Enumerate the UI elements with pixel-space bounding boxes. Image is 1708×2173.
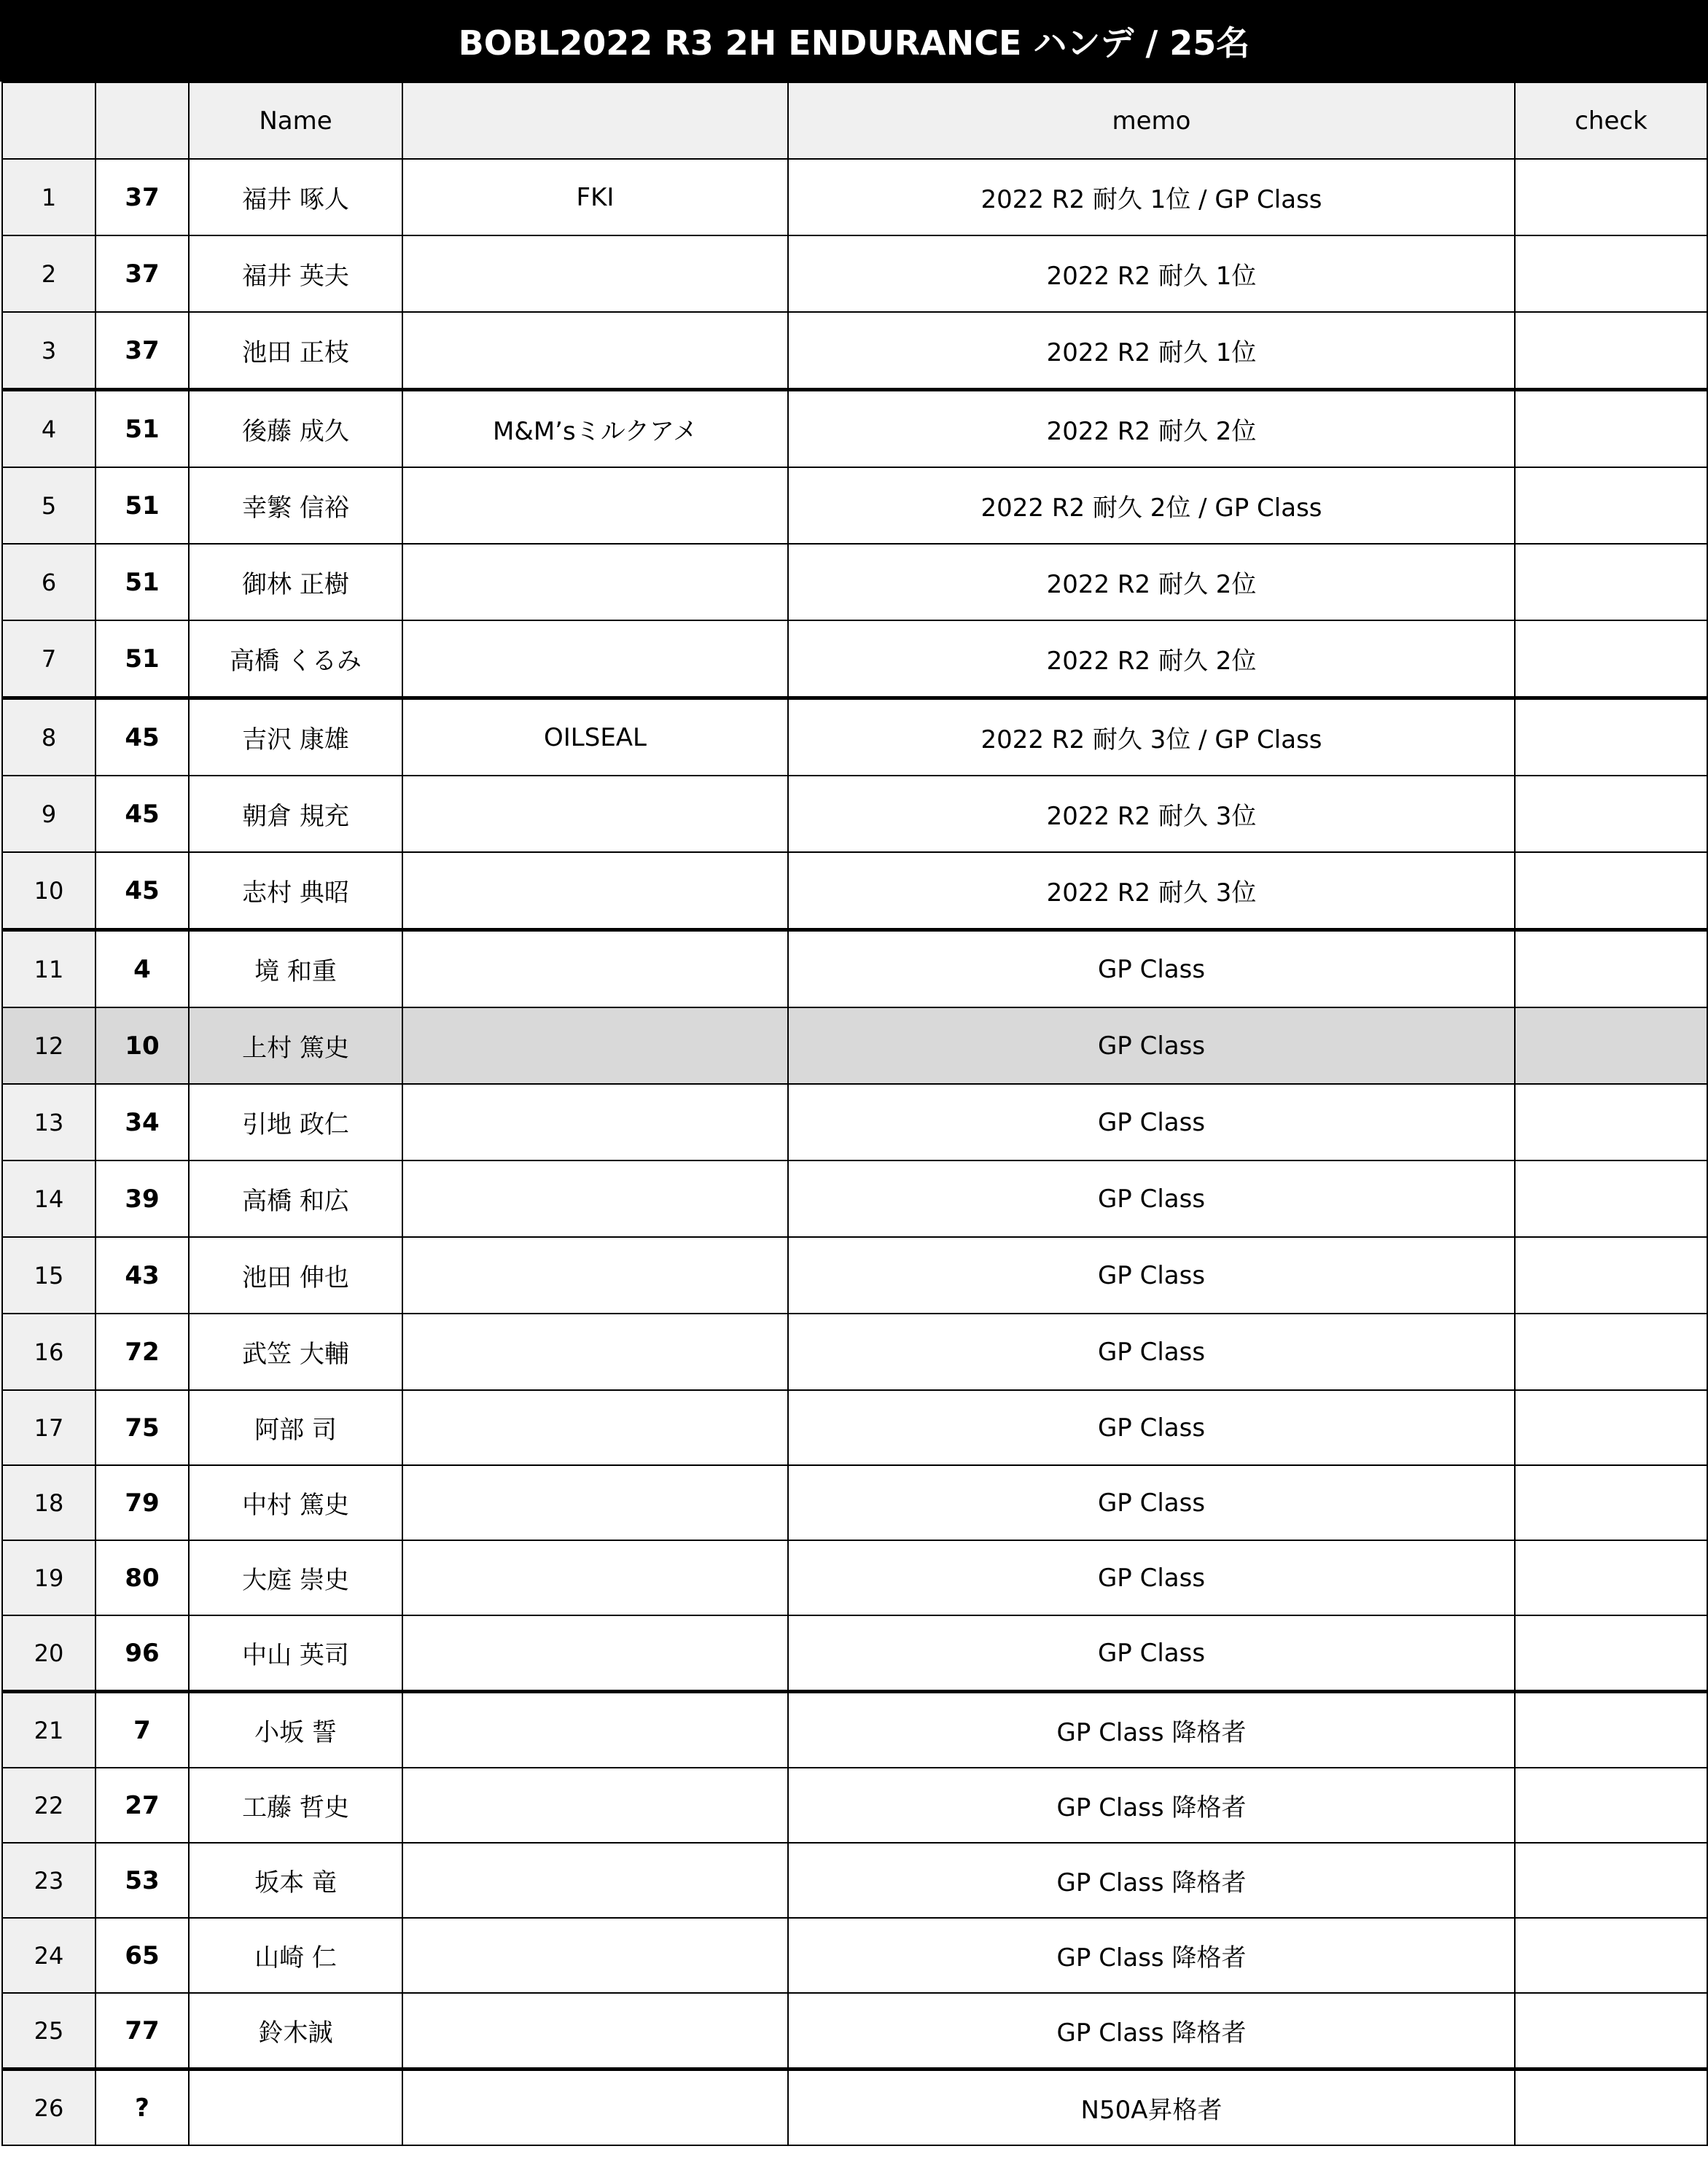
- table-row: [2, 1768, 1707, 1843]
- team-name: [402, 1160, 788, 1237]
- rider-name: 幸繁 信裕: [189, 467, 402, 544]
- table-row: [2, 235, 1707, 312]
- rider-number: 4: [95, 930, 189, 1008]
- memo-cell: GP Class: [788, 1615, 1515, 1692]
- memo-cell: 2022 R2 耐久 2位: [788, 544, 1515, 620]
- memo-cell: 2022 R2 耐久 2位 / GP Class: [788, 467, 1515, 544]
- rider-name: 武笠 大輔: [189, 1314, 402, 1390]
- table-row: [2, 312, 1707, 390]
- check-cell: [1515, 1084, 1707, 1160]
- table-row: [2, 1314, 1707, 1390]
- check-cell: [1515, 1768, 1707, 1843]
- memo-cell: GP Class: [788, 930, 1515, 1008]
- rider-name: 中村 篤史: [189, 1465, 402, 1540]
- table-row: [2, 1692, 1707, 1768]
- rider-name: 高橋 和広: [189, 1160, 402, 1237]
- rider-number: 37: [95, 235, 189, 312]
- memo-cell: GP Class 降格者: [788, 1692, 1515, 1768]
- memo-cell: GP Class: [788, 1160, 1515, 1237]
- team-name: [402, 1540, 788, 1615]
- rider-name: 境 和重: [189, 930, 402, 1008]
- table-row: [2, 159, 1707, 235]
- table-row: [2, 467, 1707, 544]
- header-name: Name: [189, 82, 402, 159]
- rider-number: 45: [95, 698, 189, 776]
- check-cell: [1515, 1843, 1707, 1918]
- memo-cell: GP Class 降格者: [788, 1843, 1515, 1918]
- rider-number: 80: [95, 1540, 189, 1615]
- team-name: [402, 1918, 788, 1993]
- rider-name: 後藤 成久: [189, 390, 402, 468]
- team-name: [402, 852, 788, 930]
- check-cell: [1515, 776, 1707, 852]
- row-index: 23: [2, 1843, 95, 1918]
- memo-cell: 2022 R2 耐久 3位: [788, 776, 1515, 852]
- rider-number: 51: [95, 390, 189, 468]
- team-name: [402, 1768, 788, 1843]
- team-name: [402, 776, 788, 852]
- row-index: 13: [2, 1084, 95, 1160]
- check-cell: [1515, 1918, 1707, 1993]
- rider-number: 53: [95, 1843, 189, 1918]
- check-cell: [1515, 467, 1707, 544]
- rider-number: 51: [95, 544, 189, 620]
- memo-cell: GP Class: [788, 1237, 1515, 1314]
- row-index: 17: [2, 1390, 95, 1465]
- rider-number: 7: [95, 1692, 189, 1768]
- memo-cell: 2022 R2 耐久 1位 / GP Class: [788, 159, 1515, 235]
- team-name: [402, 467, 788, 544]
- memo-cell: N50A昇格者: [788, 2069, 1515, 2146]
- row-index: 22: [2, 1768, 95, 1843]
- row-index: 19: [2, 1540, 95, 1615]
- row-index: 21: [2, 1692, 95, 1768]
- check-cell: [1515, 1615, 1707, 1692]
- table-row: [2, 390, 1707, 468]
- rider-name: 大庭 崇史: [189, 1540, 402, 1615]
- table-row: [2, 620, 1707, 698]
- check-cell: [1515, 930, 1707, 1008]
- memo-cell: GP Class: [788, 1540, 1515, 1615]
- check-cell: [1515, 1390, 1707, 1465]
- table-header-row: [2, 82, 1707, 159]
- row-index: 4: [2, 390, 95, 468]
- row-index: 15: [2, 1237, 95, 1314]
- rider-name: 引地 政仁: [189, 1084, 402, 1160]
- check-cell: [1515, 1540, 1707, 1615]
- row-index: 11: [2, 930, 95, 1008]
- rider-number: 96: [95, 1615, 189, 1692]
- table-row: [2, 1918, 1707, 1993]
- row-index: 5: [2, 467, 95, 544]
- team-name: [402, 235, 788, 312]
- row-index: 10: [2, 852, 95, 930]
- table-row: [2, 930, 1707, 1008]
- rider-number: 51: [95, 620, 189, 698]
- check-cell: [1515, 1993, 1707, 2069]
- rider-number: 75: [95, 1390, 189, 1465]
- rider-number: 45: [95, 776, 189, 852]
- check-cell: [1515, 1692, 1707, 1768]
- rider-number: 65: [95, 1918, 189, 1993]
- table-row: [2, 544, 1707, 620]
- team-name: [402, 2069, 788, 2146]
- rider-name: 小坂 誓: [189, 1692, 402, 1768]
- table-row: [2, 1993, 1707, 2069]
- team-name: [402, 1390, 788, 1465]
- check-cell: [1515, 312, 1707, 390]
- rider-name: 池田 正枝: [189, 312, 402, 390]
- team-name: [402, 1465, 788, 1540]
- row-index: 26: [2, 2069, 95, 2146]
- rider-number: 10: [95, 1007, 189, 1084]
- rider-number: 77: [95, 1993, 189, 2069]
- team-name: [402, 1993, 788, 2069]
- row-index: 14: [2, 1160, 95, 1237]
- header-memo: memo: [788, 82, 1515, 159]
- table-row: [2, 2069, 1707, 2146]
- memo-cell: GP Class: [788, 1084, 1515, 1160]
- table-row: [2, 698, 1707, 776]
- table-row: [2, 852, 1707, 930]
- rider-name: [189, 2069, 402, 2146]
- check-cell: [1515, 544, 1707, 620]
- check-cell: [1515, 1314, 1707, 1390]
- table-row: [2, 1237, 1707, 1314]
- row-index: 1: [2, 159, 95, 235]
- check-cell: [1515, 620, 1707, 698]
- memo-cell: 2022 R2 耐久 3位 / GP Class: [788, 698, 1515, 776]
- row-index: 6: [2, 544, 95, 620]
- rider-name: 山崎 仁: [189, 1918, 402, 1993]
- memo-cell: GP Class 降格者: [788, 1768, 1515, 1843]
- team-name: [402, 1007, 788, 1084]
- memo-cell: GP Class: [788, 1007, 1515, 1084]
- team-name: [402, 1615, 788, 1692]
- team-name: [402, 544, 788, 620]
- memo-cell: GP Class: [788, 1314, 1515, 1390]
- check-cell: [1515, 698, 1707, 776]
- table-row: [2, 1007, 1707, 1084]
- memo-cell: 2022 R2 耐久 2位: [788, 390, 1515, 468]
- rider-name: 吉沢 康雄: [189, 698, 402, 776]
- check-cell: [1515, 235, 1707, 312]
- table-row: [2, 1390, 1707, 1465]
- team-name: [402, 1314, 788, 1390]
- rider-number: 34: [95, 1084, 189, 1160]
- rider-name: 志村 典昭: [189, 852, 402, 930]
- table-row: [2, 1843, 1707, 1918]
- memo-cell: 2022 R2 耐久 1位: [788, 235, 1515, 312]
- memo-cell: GP Class: [788, 1390, 1515, 1465]
- rider-name: 坂本 竜: [189, 1843, 402, 1918]
- team-name: [402, 1843, 788, 1918]
- team-name: M&M’sミルクアメ: [402, 390, 788, 468]
- rider-number: ?: [95, 2069, 189, 2146]
- row-index: 9: [2, 776, 95, 852]
- rider-number: 27: [95, 1768, 189, 1843]
- rider-name: 工藤 哲史: [189, 1768, 402, 1843]
- memo-cell: GP Class 降格者: [788, 1918, 1515, 1993]
- table-row: [2, 1540, 1707, 1615]
- row-index: 20: [2, 1615, 95, 1692]
- table-row: [2, 1615, 1707, 1692]
- table-row: [2, 1084, 1707, 1160]
- row-index: 24: [2, 1918, 95, 1993]
- table-row: [2, 1465, 1707, 1540]
- row-index: 3: [2, 312, 95, 390]
- table-row: [2, 1160, 1707, 1237]
- team-name: [402, 312, 788, 390]
- team-name: [402, 1692, 788, 1768]
- rider-number: 72: [95, 1314, 189, 1390]
- memo-cell: 2022 R2 耐久 2位: [788, 620, 1515, 698]
- header-check: check: [1515, 82, 1707, 159]
- rider-name: 上村 篤史: [189, 1007, 402, 1084]
- row-index: 25: [2, 1993, 95, 2069]
- rider-number: 51: [95, 467, 189, 544]
- rider-number: 37: [95, 159, 189, 235]
- check-cell: [1515, 2069, 1707, 2146]
- row-index: 16: [2, 1314, 95, 1390]
- rider-name: 御林 正樹: [189, 544, 402, 620]
- check-cell: [1515, 1007, 1707, 1084]
- row-index: 7: [2, 620, 95, 698]
- rider-name: 阿部 司: [189, 1390, 402, 1465]
- team-name: [402, 620, 788, 698]
- rider-number: 39: [95, 1160, 189, 1237]
- rider-name: 朝倉 規充: [189, 776, 402, 852]
- rider-number: 79: [95, 1465, 189, 1540]
- memo-cell: GP Class: [788, 1465, 1515, 1540]
- rider-name: 鈴木誠: [189, 1993, 402, 2069]
- rider-name: 中山 英司: [189, 1615, 402, 1692]
- check-cell: [1515, 1465, 1707, 1540]
- team-name: [402, 930, 788, 1008]
- header-team: [402, 82, 788, 159]
- header-number: [95, 82, 189, 159]
- check-cell: [1515, 1160, 1707, 1237]
- team-name: OILSEAL: [402, 698, 788, 776]
- entry-table: [1, 82, 1708, 2146]
- row-index: 8: [2, 698, 95, 776]
- rider-number: 37: [95, 312, 189, 390]
- row-index: 2: [2, 235, 95, 312]
- memo-cell: GP Class 降格者: [788, 1993, 1515, 2069]
- table-row: [2, 776, 1707, 852]
- check-cell: [1515, 852, 1707, 930]
- rider-name: 福井 英夫: [189, 235, 402, 312]
- memo-cell: 2022 R2 耐久 3位: [788, 852, 1515, 930]
- rider-number: 43: [95, 1237, 189, 1314]
- memo-cell: 2022 R2 耐久 1位: [788, 312, 1515, 390]
- rider-name: 福井 啄人: [189, 159, 402, 235]
- team-name: [402, 1084, 788, 1160]
- rider-number: 45: [95, 852, 189, 930]
- check-cell: [1515, 159, 1707, 235]
- rider-name: 高橋 くるみ: [189, 620, 402, 698]
- check-cell: [1515, 1237, 1707, 1314]
- sheet-title: BOBL2022 R3 2H ENDURANCE ハンデ / 25名: [0, 0, 1708, 82]
- header-index: [2, 82, 95, 159]
- row-index: 18: [2, 1465, 95, 1540]
- row-index: 12: [2, 1007, 95, 1084]
- team-name: FKI: [402, 159, 788, 235]
- rider-name: 池田 伸也: [189, 1237, 402, 1314]
- check-cell: [1515, 390, 1707, 468]
- team-name: [402, 1237, 788, 1314]
